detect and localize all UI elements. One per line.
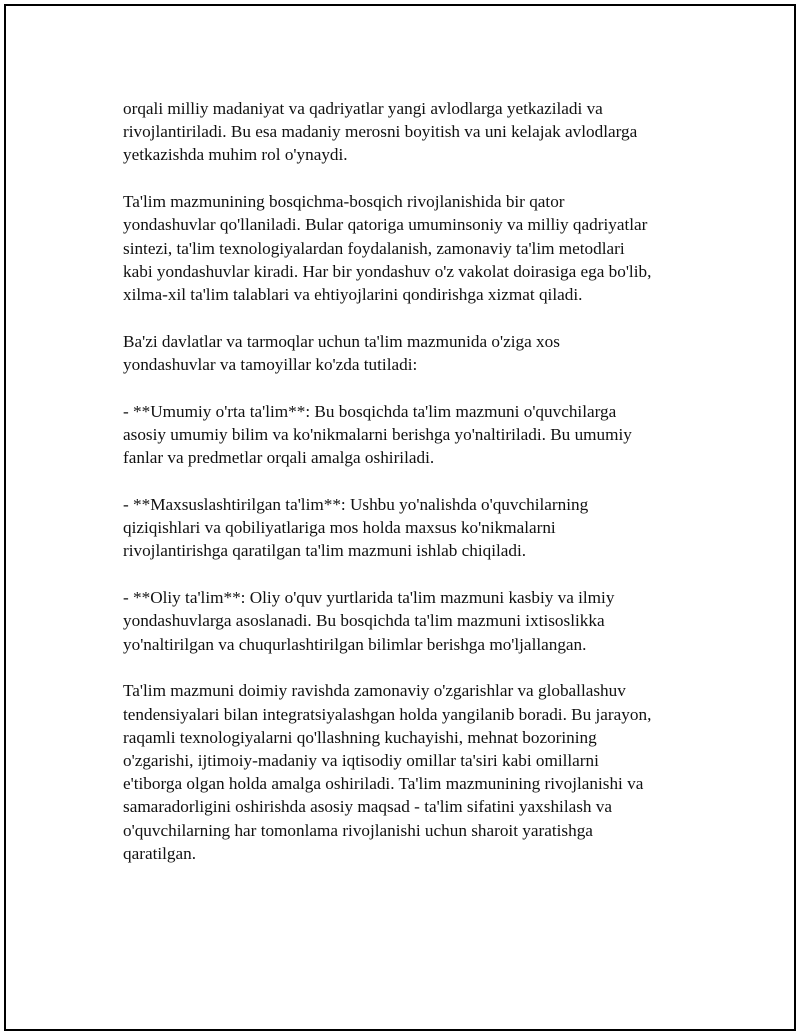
list-item-specialized-education: - **Maxsuslashtirilgan ta'lim**: Ushbu yo'nalishda o'quvchilarning qiziqishlari va qobiliyatlariga mos holda maxsus ko'nikmalarni rivojlantirishga qaratilgan ta'lim mazmuni ishlab chiqiladi. — [123, 495, 589, 561]
document-body — [123, 97, 733, 865]
paragraph-cultural-heritage: orqali milliy madaniyat va qadriyatlar yangi avlodlarga yetkaziladi va rivojlantiriladi. Bu esa madaniy merosni boyitish va uni kelajak avlodlarga yetkazishda muhim rol o'ynaydi. — [123, 99, 638, 165]
list-item-general-secondary-education: - **Umumiy o'rta ta'lim**: Bu bosqichda ta'lim mazmuni o'quvchilarga asosiy umumiy bilim va ko'nikmalarni berishga yo'naltiriladi. Bu umumiy fanlar va predmetlar orqali amalga oshiriladi. — [123, 401, 632, 468]
page-frame — [4, 4, 796, 1031]
paragraph-modernization: Ta'lim mazmuni doimiy ravishda zamonaviy o'zgarishlar va globallashuv tendensiyalari bilan integratsiyalashgan holda yangilanib boradi. Bu jarayon, raqamli texnologiyalarni qo'llashning kuchayishi, mehnat bozorining o'zgarishi, ijtimoiy-madaniy va iqtisodiy omillar ta'siri kabi omillarni e'tiborga olgan holda amalga oshiriladi. Ta'lim mazmunining rivojlanishi va samaradorligini oshirishda asosiy maqsad - ta'lim sifatini yaxshilash va o'quvchilarning har tomonlama rivojlanishi uchun sharoit yaratishga qaratilgan. — [123, 681, 652, 863]
paragraph-country-approaches: Ba'zi davlatlar va tarmoqlar uchun ta'lim mazmunida o'ziga xos yondashuvlar va tamoyillar ko'zda tutiladi: — [123, 331, 560, 375]
paragraph-approaches: Ta'lim mazmunining bosqichma-bosqich rivojlanishida bir qator yondashuvlar qo'llaniladi. Bular qatoriga umuminsoniy va milliy qadriyatlar sintezi, ta'lim texnologiyalardan foydalanish, zamonaviy ta'lim metodlari kabi yondashuvlar kiradi. Har bir yondashuv o'z vakolat doirasiga ega bo'lib, xilma-xil ta'lim talablari va ehtiyojlarini qondirishga xizmat qiladi. — [123, 192, 652, 305]
list-item-higher-education: - **Oliy ta'lim**: Oliy o'quv yurtlarida ta'lim mazmuni kasbiy va ilmiy yondashuvlarga asoslanadi. Bu bosqichda ta'lim mazmuni ixtisoslikka yo'naltirilgan va chuqurlashtirilgan bilimlar berishga mo'ljallangan. — [123, 588, 615, 654]
